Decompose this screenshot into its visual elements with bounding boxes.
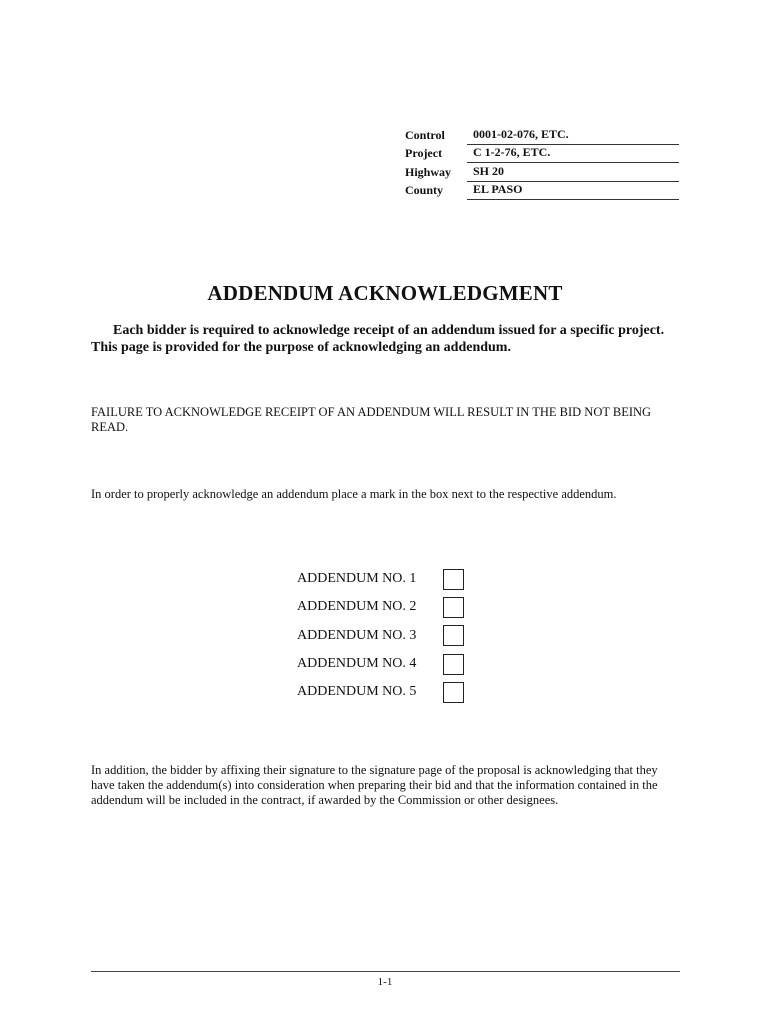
page-number: 1-1 (377, 976, 393, 988)
addendum-checkbox-1[interactable] (443, 569, 464, 590)
addendum-label-4: ADDENDUM NO. 4 (297, 656, 417, 672)
addendum-label-2: ADDENDUM NO. 2 (297, 599, 417, 615)
instruction-paragraph: In order to properly acknowledge an addendum place a mark in the box next to the respective addendum. (91, 487, 617, 501)
intro-paragraph: Each bidder is required to acknowledge receipt of an addendum issued for a specific project. This page is provided for the purpose of acknowledging an addendum. (91, 323, 665, 355)
project-label: Project (405, 146, 443, 160)
failure-notice: FAILURE TO ACKNOWLEDGE RECEIPT OF AN ADDENDUM WILL RESULT IN THE BID NOT BEING READ. (91, 405, 652, 434)
highway-label: Highway (405, 164, 452, 179)
county-row (405, 182, 679, 201)
control-value: 0001-02-076, ETC. (467, 127, 679, 145)
project-row (405, 145, 679, 164)
county-label: County (405, 183, 444, 197)
addendum-list (297, 565, 464, 706)
addendum-label-5: ADDENDUM NO. 5 (297, 684, 417, 700)
county-value: EL PASO (467, 182, 679, 200)
project-info-table (405, 126, 679, 200)
control-row (405, 126, 679, 145)
addendum-row-3 (297, 622, 464, 650)
project-value: C 1-2-76, ETC. (467, 145, 679, 163)
highway-value: SH 20 (467, 164, 679, 182)
addendum-checkbox-5[interactable] (443, 682, 464, 703)
addendum-checkbox-4[interactable] (443, 654, 464, 675)
addendum-checkbox-2[interactable] (443, 597, 464, 618)
addendum-label-1: ADDENDUM NO. 1 (297, 571, 417, 587)
page-title: ADDENDUM ACKNOWLEDGMENT (207, 281, 563, 305)
closing-paragraph: In addition, the bidder by affixing their signature to the signature page of the proposal is acknowledging that they have taken the addendum(s) into consideration when preparing their bid and that the information contained in the addendum will be included in the contract, if awarded by the Commission or other designees. (91, 763, 658, 807)
addendum-row-2 (297, 593, 464, 621)
addendum-label-3: ADDENDUM NO. 3 (297, 627, 417, 643)
highway-row (405, 163, 679, 182)
control-label: Control (405, 127, 445, 142)
addendum-row-4 (297, 650, 464, 678)
footer-divider (91, 971, 680, 972)
addendum-row-1 (297, 565, 464, 593)
addendum-checkbox-3[interactable] (443, 625, 464, 646)
addendum-row-5 (297, 678, 464, 706)
